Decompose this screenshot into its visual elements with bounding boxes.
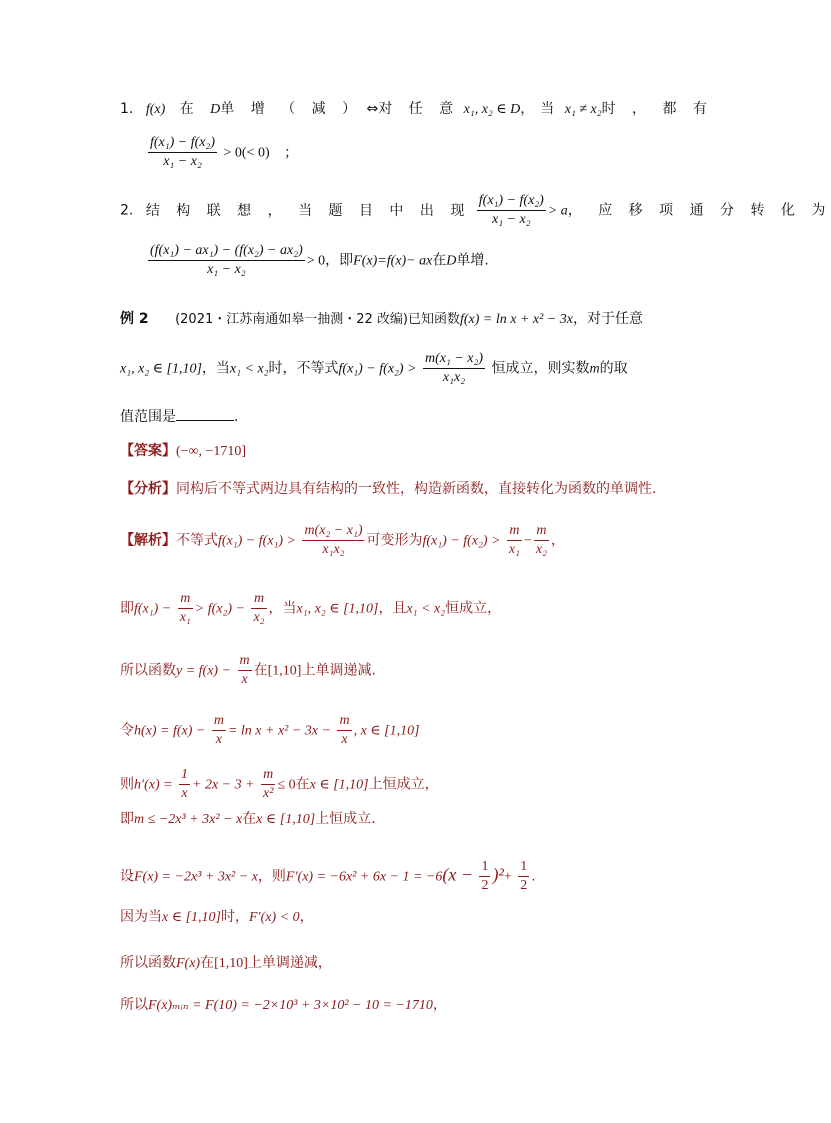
- solution-l5-frac1: [179, 766, 190, 803]
- solution-line3: [120, 652, 676, 689]
- example-func: f(x) = ln x + x² − 3x: [459, 312, 573, 327]
- item1-line1: [120, 98, 713, 121]
- example-lhs: f(x₁) − f(x₂) >: [338, 361, 417, 377]
- solution-l6-b: 在: [242, 811, 257, 827]
- item2-cond2: > 0: [306, 253, 326, 269]
- solution-l6-a: 即: [120, 811, 134, 827]
- item1-line2: [146, 134, 676, 171]
- solution-l2-f: f(x₁) −: [134, 601, 172, 617]
- solution-l1-b: 可变形为: [366, 532, 423, 549]
- solution-l8-b: 时，: [220, 909, 249, 925]
- solution-l8-a: 因为当: [120, 909, 162, 925]
- solution-l5-frac2: [261, 766, 275, 803]
- item2-frac2-den: x₁ − x₂: [207, 262, 246, 277]
- analysis-line: [120, 478, 676, 500]
- solution-l4-a: 令: [120, 722, 134, 739]
- solution-l2-gd: x₂: [253, 610, 265, 625]
- solution-l5-mid: + 2x − 3 +: [192, 777, 255, 793]
- solution-l7-half2: [518, 858, 529, 895]
- example-vars: x₁, x₂ ∈ [1,10]: [120, 361, 202, 377]
- item1-D: D: [210, 102, 221, 117]
- solution-l7-close: )²: [492, 864, 504, 885]
- solution-l6-dom: x ∈ [1,10]: [256, 812, 316, 827]
- solution-l1-frac2: [534, 522, 549, 559]
- solution-l7-hd2: 2: [520, 878, 528, 893]
- solution-l9-int: [1,10]: [214, 956, 248, 971]
- item2-text-e: 单增.: [456, 252, 489, 269]
- solution-l1-c: f(x₁) − f(x₂) >: [422, 533, 501, 549]
- solution-l2-frac2: [251, 590, 266, 627]
- solution-l8-dom: x ∈ [1,10]: [162, 910, 221, 925]
- solution-label: 【解析】: [120, 532, 176, 549]
- solution-l5-a: 则: [120, 776, 134, 793]
- solution-l3-a: 所以函数: [120, 662, 176, 679]
- solution-l3-y: y = f(x) −: [176, 663, 232, 679]
- solution-l4-frac2: [337, 712, 351, 749]
- solution-l5-c: 上恒成立，: [368, 776, 439, 793]
- item2-D: D: [446, 253, 457, 269]
- solution-l9-b: 在: [200, 955, 215, 971]
- example-line2: [120, 350, 676, 387]
- solution-l3-c: 上单调递减.: [301, 662, 376, 679]
- example-frac-num: m(x₁ − x₂): [423, 350, 485, 369]
- example-m: m: [589, 361, 600, 377]
- solution-l3-n: m: [238, 652, 252, 671]
- example-text-c: 时，不等式: [268, 360, 339, 377]
- example-text-b: ，当: [201, 360, 230, 377]
- solution-l1-end: ，: [551, 532, 566, 549]
- item2-fraction2: [148, 242, 305, 279]
- item2-frac-den: x₁ − x₂: [492, 212, 531, 227]
- solution-l1-f1: m: [507, 522, 522, 541]
- solution-l3-frac: [238, 652, 252, 689]
- solution-line5: [120, 766, 676, 803]
- solution-l3-b: 在: [253, 662, 268, 679]
- solution-l1-f2: m: [534, 522, 549, 541]
- solution-l2-c: ，且: [378, 600, 407, 617]
- item2-cond: > a: [547, 203, 568, 219]
- example-line1: [120, 308, 676, 331]
- solution-l3-int: [1,10]: [267, 663, 302, 679]
- solution-l9-F: F(x): [176, 956, 201, 971]
- solution-l2-b: ，当: [268, 600, 297, 617]
- item1-text-d: ，当: [520, 101, 561, 117]
- answer-blank: [176, 406, 234, 421]
- answer-value: (−∞, −1710]: [176, 444, 247, 459]
- solution-l1-frac-den: x₁x₂: [322, 542, 345, 557]
- solution-l7-a: 设: [120, 868, 134, 885]
- solution-l1-f2d: x₂: [535, 542, 548, 557]
- solution-l3-d: x: [241, 672, 248, 687]
- item1-number: 1.: [120, 101, 134, 117]
- item2-text-a: 结 构 联 想 ， 当 题 目 中 出 现: [145, 202, 471, 219]
- solution-l5-dom: x ∈ [1,10]: [309, 777, 369, 793]
- solution-l1-frac1: [507, 522, 522, 559]
- item2-frac2-num: (f(x₁) − ax₁) − (f(x₂) − ax₂): [148, 242, 305, 261]
- example-end: .: [234, 409, 239, 425]
- solution-line1: [120, 522, 676, 559]
- solution-l7-end: .: [531, 868, 536, 885]
- solution-l4-eq: = ln x + x² − 3x −: [227, 723, 331, 739]
- item1-fraction: [148, 134, 217, 171]
- item2-Fdef: F(x)=f(x)− ax: [353, 253, 433, 269]
- solution-l10-end: ，: [432, 997, 447, 1013]
- item1-end: ；: [284, 144, 299, 161]
- answer-line: [120, 440, 676, 463]
- solution-l10-expr: F(x)ₘᵢₙ = F(10) = −2×10³ + 3×10² − 10 = −1710: [148, 998, 433, 1013]
- solution-l1-f1d: x₁: [508, 542, 521, 557]
- item1-neq: x₁ ≠ x₂: [564, 102, 602, 117]
- solution-line6: [120, 808, 676, 831]
- solution-l7-b: ，则: [257, 868, 286, 885]
- solution-line2: [120, 590, 676, 627]
- analysis-text: 同构后不等式两边具有结构的一致性，构造新函数，直接转化为函数的单调性.: [176, 481, 657, 497]
- solution-l1-minus: −: [524, 533, 532, 549]
- solution-l5-h: h′(x) =: [134, 777, 173, 793]
- item2-text-c: ，即: [325, 252, 354, 269]
- solution-l2-fd: x₁: [179, 610, 191, 625]
- example-fraction: [423, 350, 485, 387]
- item2-frac-num: f(x₁) − f(x₂): [477, 192, 546, 211]
- solution-l7-paren: (x −: [442, 864, 474, 885]
- solution-l2-fn: m: [178, 590, 193, 609]
- item2-number: 2.: [120, 202, 134, 219]
- solution-l4-n: m: [212, 712, 226, 731]
- example-text-d: 恒成立，则实数: [491, 360, 590, 377]
- solution-l7-hd: 2: [481, 878, 489, 893]
- item2-line2: [146, 242, 676, 279]
- example-line3: [120, 406, 676, 428]
- item1-fx: f(x): [145, 102, 166, 117]
- solution-l2-ineq: x₁ < x₂: [406, 601, 446, 617]
- item1-frac-num: f(x₁) − f(x₂): [148, 134, 217, 153]
- solution-l2-d: 恒成立，: [445, 600, 502, 617]
- solution-l2-gt: > f(x₂) −: [194, 601, 245, 617]
- item1-cond: > 0(< 0): [223, 145, 270, 161]
- solution-l6-expr: m ≤ −2x³ + 3x² − x: [134, 812, 243, 827]
- example-label: 例 2: [120, 311, 149, 327]
- item1-iff: ⇔: [366, 101, 379, 117]
- solution-line4: [120, 712, 676, 749]
- solution-l5-d: x: [181, 786, 188, 801]
- solution-l4-frac1: [212, 712, 226, 749]
- solution-l5-b: 在: [295, 776, 310, 793]
- solution-l5-d2: x²: [263, 786, 274, 801]
- solution-l4-d2: x: [341, 732, 348, 747]
- solution-l1-fraction: [302, 522, 364, 559]
- solution-l2-gn: m: [251, 590, 266, 609]
- solution-l9-c: 上单调递减，: [247, 955, 332, 971]
- solution-l2-vars: x₁, x₂ ∈ [1,10]: [296, 601, 379, 617]
- solution-l7-F: F(x) = −2x³ + 3x² − x: [134, 869, 258, 885]
- solution-l7-plus: +: [503, 869, 512, 885]
- solution-l7-half1: [479, 858, 490, 895]
- solution-l7-hn2: 1: [518, 858, 529, 877]
- example-text-a: ，对于任意: [572, 311, 643, 327]
- item2-line1: [120, 192, 831, 229]
- example-text-e: 的取: [599, 360, 628, 377]
- solution-l7-hn: 1: [479, 858, 490, 877]
- solution-line10: [120, 994, 676, 1017]
- solution-l8-c: ，: [299, 909, 314, 925]
- analysis-label: 【分析】: [120, 481, 176, 497]
- solution-l7-Fp: F′(x) = −6x² + 6x − 1 = −6: [285, 869, 443, 885]
- solution-l9-a: 所以函数: [120, 955, 176, 971]
- item1-text-e: 时 ， 都 有: [601, 101, 713, 117]
- item1-text-c: 对 任 意: [378, 101, 460, 117]
- solution-l1-a: 不等式: [176, 532, 218, 549]
- solution-l1-lhs: f(x₁) − f(x₁) >: [218, 533, 296, 549]
- item1-text-a: 在: [179, 101, 200, 117]
- solution-line7: [120, 858, 676, 895]
- example-line3-text: 值范围是: [120, 409, 176, 425]
- solution-line9: [120, 952, 676, 975]
- example-ineq: x₁ < x₂: [229, 361, 269, 377]
- solution-l4-n2: m: [337, 712, 351, 731]
- item2-text-b: ， 应 移 项 通 分 转 化 为: [567, 202, 831, 219]
- item2-fraction: [477, 192, 546, 229]
- answer-label: 【答案】: [120, 443, 176, 459]
- solution-l5-n: 1: [179, 766, 190, 785]
- solution-l5-le: ≤ 0: [277, 777, 296, 793]
- item1-text-b: 单 增 （ 减 ）: [220, 101, 363, 117]
- solution-l4-h: h(x) = f(x) −: [134, 723, 206, 739]
- solution-l1-frac-num: m(x₂ − x₁): [302, 522, 364, 541]
- solution-l2-a: 即: [120, 600, 134, 617]
- solution-l5-n2: m: [261, 766, 275, 785]
- item1-vars: x₁, x₂ ∈ D: [463, 102, 521, 117]
- example-source: (2021・江苏南通如皋一抽测・22 改编)已知函数: [175, 312, 460, 327]
- example-frac-den: x₁x₂: [442, 370, 466, 385]
- solution-line8: [120, 906, 676, 929]
- solution-l4-d: x: [215, 732, 222, 747]
- solution-l2-frac1: [178, 590, 193, 627]
- solution-l10-a: 所以: [120, 997, 148, 1013]
- item1-frac-den: x₁ − x₂: [163, 154, 202, 169]
- solution-l6-c: 上恒成立.: [315, 811, 376, 827]
- solution-l4-dom: , x ∈ [1,10]: [353, 723, 420, 739]
- item2-text-d: 在: [432, 252, 447, 269]
- solution-l8-Fp: F′(x) < 0: [248, 910, 300, 925]
